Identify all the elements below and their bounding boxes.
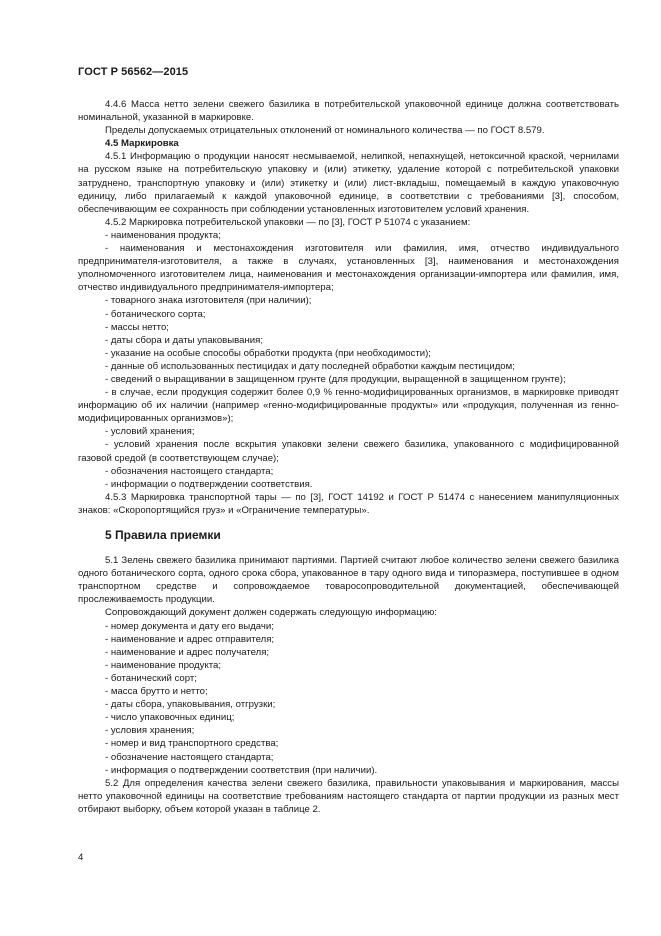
paragraph: - массы нетто; (105, 321, 169, 333)
paragraph: 5.2 Для определения качества зелени свежего базилика, правильности упаковывания и маркирования, массы нетто упаковочной единицы на соответствие требованиям настоящего стандарта от партии продукции из разных мест отбирают выборку, объем которой указан в таблице 2. (78, 777, 619, 815)
paragraph: - товарного знака изготовителя (при наличии); (105, 295, 312, 307)
document-body (78, 98, 619, 816)
paragraph: - номер документа и дату его выдачи; (105, 620, 274, 632)
paragraph: - ботанический сорт; (105, 672, 197, 684)
paragraph: - обозначения настоящего стандарта; (105, 465, 274, 477)
subsection-heading: 4.5 Маркировка (105, 138, 179, 150)
page-header-title: ГОСТ Р 56562—2015 (78, 66, 189, 78)
paragraph: 5.1 Зелень свежего базилика принимают партиями. Партией считают любое количество зелени свежего базилика одного ботанического сорта, одного срока сбора, упакованное в тару одного вида и типоразмера, поступившее в одном транспортном средстве и сопровождаемое товаросопроводительной документацией, обеспечивающей прослеживаемость продукции. (78, 555, 619, 606)
paragraph: 4.4.6 Масса нетто зелени свежего базилика в потребительской упаковочной единице должна соответствовать номинальной, указанной в маркировке. (78, 99, 619, 124)
paragraph: - сведений о выращивании в защищенном грунте (для продукции, выращенной в защищенном грунте); (105, 373, 566, 385)
paragraph: - наименования продукта; (105, 229, 221, 241)
paragraph: Сопровождающий документ должен содержать следующую информацию: (105, 607, 437, 619)
paragraph: - условий хранения после вскрытия упаковки зелени свежего базилика, упакованного с модифицированной газовой средой (в соответствующем случае); (78, 439, 619, 464)
paragraph: - информация о подтверждении соответствия (при наличии). (105, 764, 378, 776)
paragraph: - масса брутто и нетто; (105, 686, 208, 698)
paragraph: - в случае, если продукция содержит более 0,9 % генно-модифицированных организмов, в маркировке приводят информацию об их наличии (например «генно-модифицированные продукты» или «продукция, полученная из генно-модифицированных организмов»); (78, 387, 619, 425)
paragraph: 4.5.1 Информацию о продукции наносят несмываемой, нелипкой, непахнущей, нетоксичной краской, чернилами на русском языке на потребительскую упаковку и (или) этикетку, удаление которой с потребительской упаковки затруднено, транспортную упаковку и (или) этикетку и (или) лист-вкладыш, помещаемый в каждую упаковочную единицу, либо прилагаемый к каждой упаковочной единице, в соответствии с требованиями [3], способом, обеспечивающим ее сохранность при соблюдении установленных изготовителем условий хранения. (78, 151, 619, 215)
paragraph: 4.5.2 Маркировка потребительской упаковки — по [3], ГОСТ Р 51074 с указанием: (105, 216, 471, 228)
paragraph: - данные об использованных пестицидах и дату последней обработки каждым пестицидом; (105, 360, 515, 372)
paragraph: - наименования и местонахождения изготовителя или фамилия, имя, отчество индивидуального предпринимателя-изготовителя, а также в случаях, установленных [3], наименования и местонахождения уполномоченного изготовителем лица, наименования и местонахождения организации-импортера или фамилия, имя, отчество индивидуального предпринимателя-импортера; (78, 243, 619, 294)
paragraph: - даты сбора, упаковывания, отгрузки; (105, 699, 276, 711)
paragraph: - наименование и адрес отправителя; (105, 633, 275, 645)
paragraph: - число упаковочных единиц; (105, 712, 235, 724)
paragraph: - указание на особые способы обработки продукта (при необходимости); (105, 347, 431, 359)
paragraph: - обозначение настоящего стандарта; (105, 751, 274, 763)
paragraph: 4.5.3 Маркировка транспортной тары — по [3], ГОСТ 14192 и ГОСТ Р 51474 с нанесением манипуляционных знаков: «Скоропортящийся груз» и «Ограничение температуры». (78, 491, 619, 516)
paragraph: Пределы допускаемых отрицательных отклонений от номинального количества — по ГОСТ 8.579. (105, 125, 545, 137)
paragraph: - ботанического сорта; (105, 308, 206, 320)
page-number: 4 (78, 852, 84, 863)
paragraph: - номер и вид транспортного средства; (105, 738, 279, 750)
paragraph: - наименование и адрес получателя; (105, 646, 270, 658)
section-heading: 5 Правила приемки (105, 528, 221, 542)
paragraph: - информации о подтверждении соответствия. (105, 478, 313, 490)
paragraph: - условия хранения; (105, 725, 195, 737)
paragraph: - условий хранения; (105, 426, 195, 438)
paragraph: - даты сбора и даты упаковывания; (105, 334, 264, 346)
paragraph: - наименование продукта; (105, 659, 222, 671)
